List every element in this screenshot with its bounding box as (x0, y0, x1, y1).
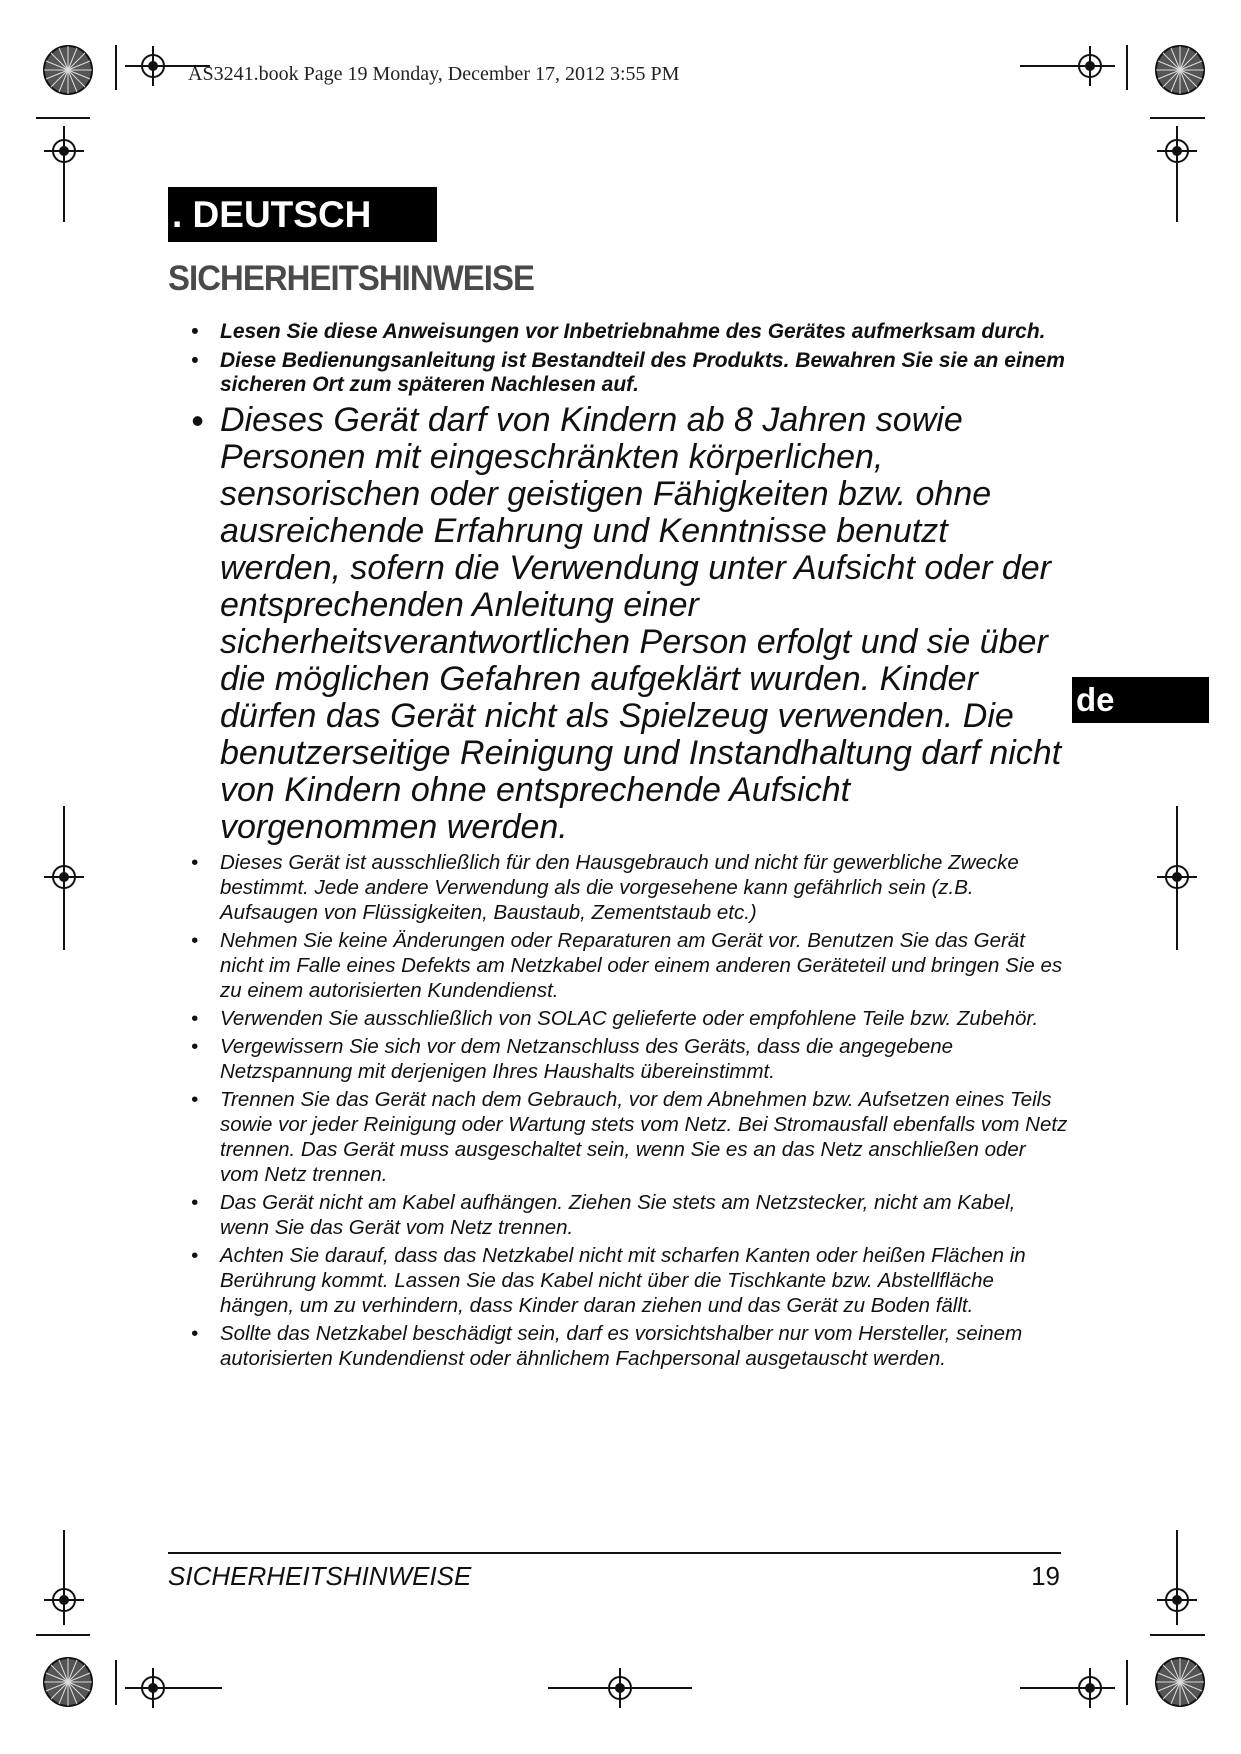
bullet-icon: • (191, 929, 199, 952)
footer-divider (168, 1552, 1061, 1554)
section-heading: SICHERHEITSHINWEISE (168, 259, 535, 298)
list-item (188, 1243, 1070, 1318)
list-item-text: Trennen Sie das Gerät nach dem Gebrauch, vor dem Abnehmen bzw. Aufsetzen eines Teils sowie vor jeder Reinigung oder Wartung stets vom Netz. Bei Stromausfall ebenfalls vom Netz trennen. Das Gerät muss ausgeschaltet sein, wenn Sie es an das Netz anschließen oder vom Netz trennen. (220, 1088, 1068, 1186)
list-item (188, 320, 1070, 344)
list-item (188, 1321, 1070, 1371)
star-target-bottom-left (44, 1658, 92, 1706)
safety-instructions-list (188, 320, 1070, 1374)
star-target-top-right (1156, 46, 1204, 94)
list-item (188, 1034, 1070, 1084)
list-item-text: Diese Bedienungsanleitung ist Bestandteil des Produkts. Bewahren Sie sie an einem sicheren Ort zum späteren Nachlesen auf. (220, 349, 1065, 396)
list-item (188, 402, 1070, 846)
list-item (188, 349, 1070, 397)
list-item-text: Verwenden Sie ausschließlich von SOLAC gelieferte oder empfohlene Teile bzw. Zubehör. (220, 1007, 1039, 1030)
bullet-icon: • (191, 320, 199, 343)
bullet-icon: • (191, 851, 199, 874)
star-target-bottom-right (1156, 1658, 1204, 1706)
language-side-tab: de (1072, 677, 1209, 723)
language-tag: . DEUTSCH (168, 187, 437, 242)
list-item-text: Sollte das Netzkabel beschädigt sein, darf es vorsichtshalber nur vom Hersteller, seinem autorisierten Kundendienst oder ähnlichem Fachpersonal ausgetauscht werden. (220, 1322, 1023, 1370)
page-number: 19 (1031, 1561, 1060, 1591)
bullet-icon: • (191, 349, 199, 372)
bullet-icon: • (191, 1035, 199, 1058)
bullet-icon: • (191, 1244, 199, 1267)
bullet-icon: • (191, 1191, 199, 1214)
list-item (188, 850, 1070, 925)
list-item-text: Achten Sie darauf, dass das Netzkabel nicht mit scharfen Kanten oder heißen Flächen in Berührung kommt. Lassen Sie das Kabel nicht über die Tischkante bzw. Abstellfläche hängen, um zu verhindern, dass Kinder daran ziehen und das Gerät zu Boden fällt. (220, 1244, 1026, 1317)
bullet-icon: • (191, 1322, 199, 1345)
list-item-text: Dieses Gerät darf von Kindern ab 8 Jahren sowie Personen mit eingeschränkten körperlichen, sensorischen oder geistigen Fähigkeiten bzw. ohne ausreichende Erfahrung und Kenntnisse benutzt werden, sofern die Verwendung unter Aufsicht oder der entsprechenden Anleitung einer sicherheitsverantwortlichen Person erfolgt und sie über die möglichen Gefahren aufgeklärt wurden. Kinder dürfen das Gerät nicht als Spielzeug verwenden. Die benutzerseitige Reinigung und Instandhaltung darf nicht von Kindern ohne entsprechende Aufsicht vorgenommen werden. (220, 401, 1062, 846)
star-target-top-left (44, 46, 92, 94)
list-item-text: Dieses Gerät ist ausschließlich für den Hausgebrauch und nicht für gewerbliche Zwecke bestimmt. Jede andere Verwendung als die vorgesehene kann gefährlich sein (z.B. Aufsaugen von Flüssigkeiten, Baustaub, Zementstaub etc.) (220, 851, 1019, 924)
bullet-icon: • (191, 1088, 199, 1111)
list-item (188, 1006, 1070, 1031)
list-item-text: Vergewissern Sie sich vor dem Netzanschluss des Geräts, dass die angegebene Netzspannung mit derjenigen Ihres Haushalts übereinstimmt. (220, 1035, 954, 1083)
bullet-icon: • (191, 1007, 199, 1030)
list-item-text: Nehmen Sie keine Änderungen oder Reparaturen am Gerät vor. Benutzen Sie das Gerät nicht im Falle eines Defekts am Netzkabel oder einem anderen Geräteteil und bringen Sie es zu einem autorisierten Kundendienst. (220, 929, 1063, 1002)
list-item (188, 1087, 1070, 1187)
printer-slug: AS3241.book Page 19 Monday, December 17, 2012 3:55 PM (188, 63, 680, 85)
list-item-text: Das Gerät nicht am Kabel aufhängen. Ziehen Sie stets am Netzstecker, nicht am Kabel, wenn Sie das Gerät vom Netz trennen. (220, 1191, 1016, 1239)
list-item (188, 928, 1070, 1003)
list-item (188, 1190, 1070, 1240)
bullet-icon: • (191, 400, 204, 441)
footer-section-label: SICHERHEITSHINWEISE (168, 1561, 472, 1591)
list-item-text: Lesen Sie diese Anweisungen vor Inbetriebnahme des Gerätes aufmerksam durch. (220, 320, 1046, 343)
